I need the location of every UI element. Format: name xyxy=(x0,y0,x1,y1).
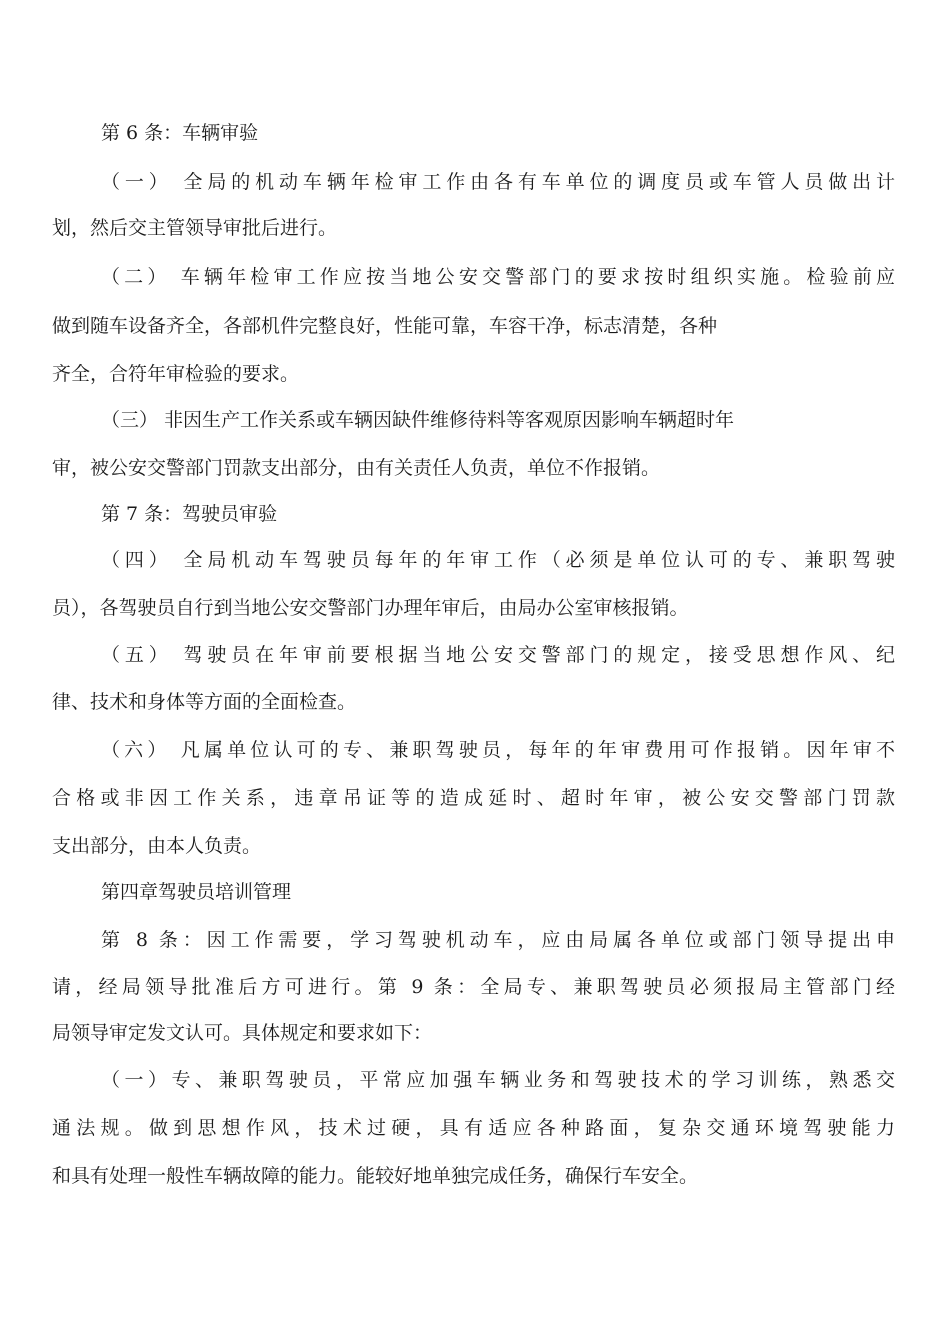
paragraph-line: 局领导审定发文认可。具体规定和要求如下： xyxy=(52,1022,433,1044)
paragraph-line: 请，经局领导批准后方可进行。第 9 条：全局专、兼职驾驶员必须报局主管部门经 xyxy=(52,976,895,998)
paragraph-line: （一）专、兼职驾驶员，平常应加强车辆业务和驾驶技术的学习训练，熟悉交 xyxy=(101,1069,895,1091)
paragraph-line: 第 8 条：因工作需要，学习驾驶机动车，应由局属各单位或部门领导提出申 xyxy=(101,929,895,951)
paragraph-line: 做到随车设备齐全，各部机件完整良好，性能可靠，车容干净，标志清楚，各种 xyxy=(52,315,718,337)
paragraph-line: 划，然后交主管领导审批后进行。 xyxy=(52,217,338,239)
paragraph-line: 审，被公安交警部门罚款支出部分，由有关责任人负责，单位不作报销。 xyxy=(52,457,661,479)
paragraph-line: 合格或非因工作关系，违章吊证等的造成延时、超时年审，被公安交警部门罚款 xyxy=(52,787,895,809)
article-6-heading: 第 6 条：车辆审验 xyxy=(101,122,259,144)
paragraph-line: （二） 车辆年检审工作应按当地公安交警部门的要求按时组织实施。检验前应 xyxy=(101,266,895,288)
paragraph-line: （一） 全局的机动车辆年检审工作由各有车单位的调度员或车管人员做出计 xyxy=(101,171,895,193)
paragraph-line: 员），各驾驶员自行到当地公安交警部门办理年审后，由局办公室审核报销。 xyxy=(52,597,689,619)
paragraph-line: 齐全，合符年审检验的要求。 xyxy=(52,363,300,385)
paragraph-line: （三） 非因生产工作关系或车辆因缺件维修待料等客观原因影响车辆超时年 xyxy=(101,409,735,431)
paragraph-line: 支出部分，由本人负责。 xyxy=(52,835,262,857)
paragraph-line: （六） 凡属单位认可的专、兼职驾驶员，每年的年审费用可作报销。因年审不 xyxy=(101,739,895,761)
paragraph-line: 和具有处理一般性车辆故障的能力。能较好地单独完成任务，确保行车安全。 xyxy=(52,1165,699,1187)
paragraph-line: 通法规。做到思想作风，技术过硬，具有适应各种路面，复杂交通环境驾驶能力 xyxy=(52,1117,895,1139)
paragraph-line: 律、技术和身体等方面的全面检查。 xyxy=(52,691,357,713)
article-7-heading: 第 7 条：驾驶员审验 xyxy=(101,503,278,525)
paragraph-line: （四） 全局机动车驾驶员每年的年审工作（必须是单位认可的专、兼职驾驶 xyxy=(101,549,895,571)
chapter-4-heading: 第四章驾驶员培训管理 xyxy=(101,881,292,903)
paragraph-line: （五） 驾驶员在年审前要根据当地公安交警部门的规定，接受思想作风、纪 xyxy=(101,644,895,666)
